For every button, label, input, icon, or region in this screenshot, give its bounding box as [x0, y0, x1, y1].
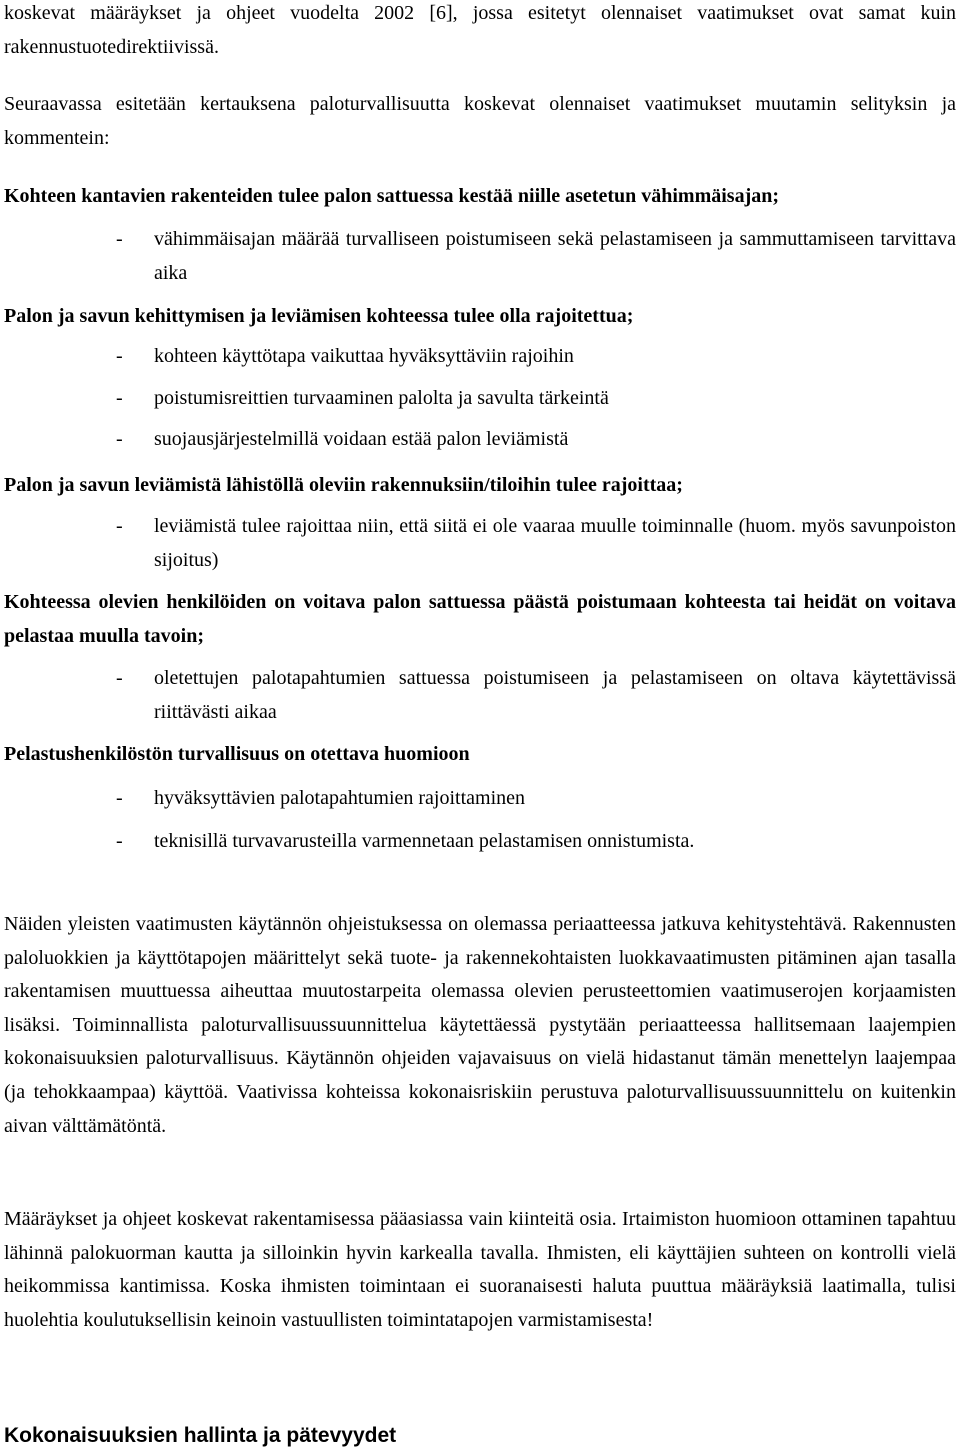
bullet-text: oletettujen palotapahtumien sattuessa poistumiseen ja pelastamiseen on oltava käytettävissä riittävästi aikaa: [154, 667, 956, 723]
requirement-bullets: [4, 510, 956, 577]
bullet-text: leviämistä tulee rajoittaa niin, että siitä ei ole vaaraa muulle toiminnalle (huom. myös savunpoiston sijoitus): [154, 515, 956, 571]
intro-paragraph: Seuraavassa esitetään kertauksena paloturvallisuutta koskevat olennaiset vaatimukset muutamin selityksin ja kommentein:: [4, 93, 956, 149]
body-paragraph: Näiden yleisten vaatimusten käytännön ohjeistuksessa on olemassa periaatteessa jatkuva kehitystehtävä. Rakennusten paloluokkien ja käyttötapojen määrittelyt sekä tuote- ja rakennekohtaisten luokkavaatimusten pitäminen ajan tasalla rakentamisen muuttuessa aiheuttaa muutostarpeita olemassa olevien perusteettomien vaatimuserojen korjaamisten lisäksi. Toiminnallista paloturvallisuussuunnittelua käytettäessä pystytään periaatteessa hallitsemaan laajempien kokonaisuuksien paloturvallisuus. Käytännön ohjeiden vajavaisuus on vielä hidastanut tämän menettelyn laajempaa (ja tehokkaampaa) käyttöä. Vaativissa kohteissa kokonaisriskiin perustuva paloturvallisuussuunnittelu on kuitenkin aivan välttämätöntä.: [4, 913, 956, 1137]
requirement-bullets: [4, 662, 956, 729]
requirement-bullets: [4, 223, 956, 290]
bullet-item: [4, 223, 956, 290]
bullet-item: [4, 825, 956, 859]
bullet-dash: -: [116, 515, 123, 537]
bullet-dash: -: [116, 386, 123, 409]
bullet-text: teknisillä turvavarusteilla varmennetaan pelastamisen onnistumista.: [154, 829, 695, 852]
section-title: Kokonaisuuksien hallinta ja pätevyydet: [4, 1424, 397, 1447]
bullet-dash: -: [116, 228, 123, 250]
bullet-text: hyväksyttävien palotapahtumien rajoittaminen: [154, 787, 526, 809]
requirement-heading: Pelastushenkilöstön turvallisuus on otettava huomioon: [4, 743, 470, 765]
bullet-text: suojausjärjestelmillä voidaan estää palon leviämistä: [154, 428, 569, 451]
requirement-bullets: [4, 782, 956, 858]
bullet-item: [4, 340, 956, 374]
bullet-text: poistumisreittien turvaaminen palolta ja savulta tärkeintä: [154, 386, 609, 409]
bullet-text: kohteen käyttötapa vaikuttaa hyväksyttäviin rajoihin: [154, 345, 574, 367]
bullet-dash: -: [116, 787, 123, 809]
requirement-heading: Palon ja savun kehittymisen ja leviämisen kohteessa tulee olla rajoitettua;: [4, 305, 634, 327]
bullet-dash: -: [116, 829, 123, 852]
bullet-item: [4, 423, 956, 457]
requirement-bullets: [4, 340, 956, 457]
bullet-dash: -: [116, 667, 123, 689]
bullet-text: vähimmäisajan määrää turvalliseen poistumiseen sekä pelastamiseen ja sammuttamiseen tarvittava aika: [154, 228, 956, 284]
requirement-heading: Kohteessa olevien henkilöiden on voitava palon sattuessa päästä poistumaan kohteesta tai heidät on voitava pelastaa muulla tavoin;: [4, 591, 956, 647]
bullet-item: [4, 510, 956, 577]
bullet-item: [4, 382, 956, 416]
requirement-heading: Palon ja savun leviämistä lähistöllä oleviin rakennuksiin/tiloihin tulee rajoittaa;: [4, 474, 683, 496]
intro-continuation: koskevat määräykset ja ohjeet vuodelta 2002 [6], jossa esitetyt olennaiset vaatimukset ovat samat kuin rakennustuotedirektiivissä.: [4, 2, 956, 58]
body-paragraph: Määräykset ja ohjeet koskevat rakentamisessa pääasiassa vain kiinteitä osia. Irtaimiston huomioon ottaminen tapahtuu lähinnä palokuorman kautta ja silloinkin hyvin karkealla tavalla. Ihmisten, eli käyttäjien suhteen on kontrolli vielä heikommissa kantimissa. Koska ihmisten toimintaan ei suoranaisesti haluta puuttua määräyksiä laatimalla, tulisi huolehtia koulutuksellisin keinoin vastuullisten toimintatapojen varmistamisesta!: [4, 1208, 956, 1331]
requirement-heading: Kohteen kantavien rakenteiden tulee palon sattuessa kestää niille asetetun vähimmäisajan;: [4, 185, 780, 207]
bullet-item: [4, 662, 956, 729]
bullet-dash: -: [116, 428, 123, 451]
bullet-item: [4, 782, 956, 816]
bullet-dash: -: [116, 345, 123, 367]
